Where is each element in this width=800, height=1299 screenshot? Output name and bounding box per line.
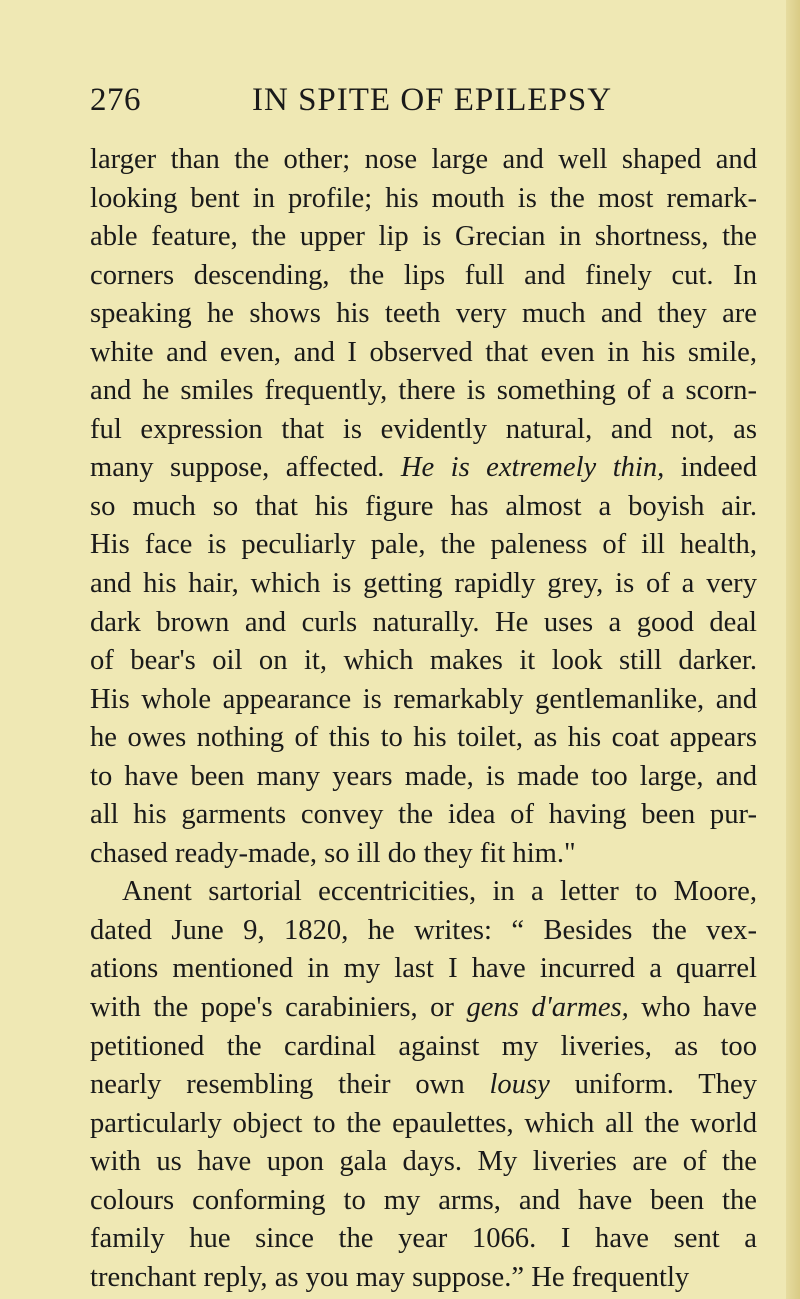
text-segment: who have (628, 992, 757, 1024)
text-line (90, 681, 757, 720)
text-line (90, 411, 757, 450)
text-segment: corners descending, the lips full and finely cut. In (90, 259, 757, 291)
text-line (90, 835, 757, 874)
text-line (90, 758, 757, 797)
italic-segment: He is extremely thin, (400, 452, 665, 484)
page-number: 276 (90, 82, 141, 118)
text-line (90, 719, 757, 758)
italic-segment: gens d'armes, (466, 992, 629, 1024)
text-line (90, 1105, 757, 1144)
text-segment: able feature, the upper lip is Grecian in shortness, the (90, 221, 757, 253)
text-segment: particularly object to the epaulettes, which all the world (90, 1107, 757, 1139)
text-segment: nearly resembling their own (90, 1069, 490, 1101)
text-segment: ations mentioned in my last I have incurred a quarrel (90, 953, 757, 985)
text-line (90, 912, 757, 951)
text-line (90, 334, 757, 373)
text-line (90, 796, 757, 835)
text-line (90, 218, 757, 257)
text-line (90, 488, 757, 527)
text-line (90, 565, 757, 604)
text-segment: white and even, and I observed that even in his smile, (90, 336, 757, 368)
text-segment: with us have upon gala days. My liveries are of the (90, 1146, 757, 1178)
text-segment: His face is peculiarly pale, the paleness of ill health, (90, 529, 757, 561)
text-line (90, 1259, 757, 1298)
running-title: IN SPITE OF EPILEPSY (252, 82, 613, 118)
text-line (90, 257, 757, 296)
text-segment: colours conforming to my arms, and have been the (90, 1184, 757, 1216)
text-segment: all his garments convey the idea of having been pur- (90, 799, 757, 831)
text-line (90, 180, 757, 219)
text-line (90, 873, 757, 912)
text-segment: of bear's oil on it, which makes it look still darker. (90, 645, 757, 677)
text-line (90, 526, 757, 565)
text-segment: dark brown and curls naturally. He uses a good deal (90, 606, 757, 638)
text-line (90, 950, 757, 989)
text-line (90, 604, 757, 643)
text-segment: with the pope's carabiniers, or (90, 992, 467, 1024)
text-line (90, 1182, 757, 1221)
text-segment: speaking he shows his teeth very much and they are (90, 298, 757, 330)
text-segment: and his hair, which is getting rapidly grey, is of a very (90, 568, 757, 600)
text-line (90, 1143, 757, 1182)
text-segment: uniform. They (549, 1069, 757, 1101)
text-line (90, 1028, 757, 1067)
text-segment: Anent sartorial eccentricities, in a letter to Moore, (122, 876, 757, 908)
text-segment: chased ready-made, so ill do they fit him." (90, 837, 576, 869)
text-segment: petitioned the cardinal against my liveries, as too (90, 1030, 757, 1062)
text-line (90, 449, 757, 488)
text-segment: trenchant reply, as you may suppose.” He frequently (90, 1261, 690, 1293)
text-segment: so much so that his figure has almost a boyish air. (90, 490, 757, 522)
text-line (90, 1220, 757, 1259)
text-segment: looking bent in profile; his mouth is the most remark- (90, 182, 757, 214)
page-edge (786, 0, 800, 1299)
text-line (90, 1066, 757, 1105)
text-segment: indeed (664, 452, 757, 484)
text-line (90, 372, 757, 411)
italic-segment: lousy (489, 1069, 550, 1101)
text-segment: ful expression that is evidently natural, and not, as (90, 413, 757, 445)
text-line (90, 642, 757, 681)
text-segment: family hue since the year 1066. I have sent a (90, 1223, 757, 1255)
text-segment: he owes nothing of this to his toilet, as his coat appears (90, 722, 757, 754)
text-segment: His whole appearance is remarkably gentlemanlike, and (90, 683, 757, 715)
text-segment: and he smiles frequently, there is something of a scorn- (90, 375, 757, 407)
body-text (90, 141, 757, 1297)
text-segment: dated June 9, 1820, he writes: “ Besides the vex- (90, 914, 757, 946)
text-line (90, 295, 757, 334)
text-line (90, 989, 757, 1028)
text-segment: larger than the other; nose large and well shaped and (90, 144, 757, 175)
text-segment: to have been many years made, is made too large, and (90, 760, 757, 792)
text-line (90, 141, 757, 180)
text-segment: many suppose, affected. (90, 452, 401, 484)
